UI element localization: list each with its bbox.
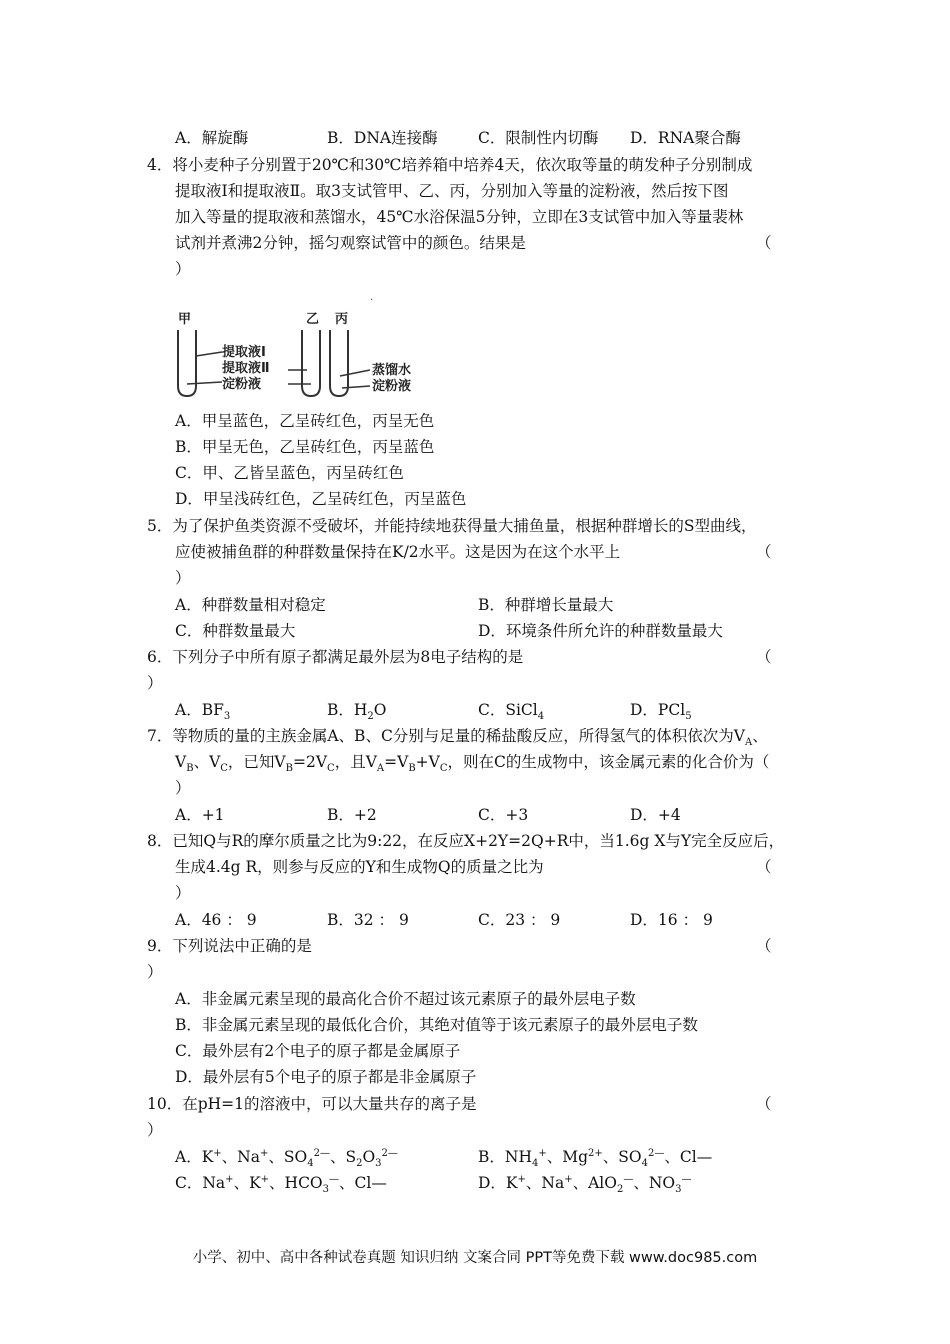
q4-option-c: C．甲、乙皆呈蓝色，丙呈砖红色 <box>175 464 404 482</box>
q7-option-c: C．+3 <box>478 806 529 824</box>
tube-label-jia: 甲 <box>178 312 192 327</box>
tube-label-yi: 乙 <box>306 312 320 327</box>
q5-line-1: 5．为了保护鱼类资源不受破坏，并能持续地获得量大捕鱼量，根据种群增长的S型曲线， <box>147 517 757 535</box>
q4-option-a: A．甲呈蓝色，乙呈砖红色，丙呈无色 <box>175 412 435 430</box>
q10-line: 10．在pH=1的溶液中，可以大量共存的离子是 <box>147 1095 477 1113</box>
q5-option-b: B．种群增长量最大 <box>478 596 614 614</box>
test-tube-figure <box>170 296 430 406</box>
q3-option-c: C．限制性内切酶 <box>478 129 599 147</box>
q8-option-d: D．16 ： 9 <box>630 911 713 929</box>
label-extract-2: 提取液Ⅱ <box>222 361 270 376</box>
tube-jia <box>178 330 196 396</box>
q5-line-2: 应使被捕鱼群的种群数量保持在K/2水平。这是因为在这个水平上 <box>175 543 621 561</box>
q3-option-a: A．解旋酶 <box>175 129 249 147</box>
q8-paren-close: ） <box>175 884 191 902</box>
q10-option-b: B．$NH_4^+$、$Mg^{2+}$、$SO_4^{2—}$、Cl— <box>478 1147 713 1170</box>
q9-option-c: C．最外层有2个电子的原子都是金属原子 <box>175 1042 461 1060</box>
q5-option-a: A．种群数量相对稳定 <box>175 596 326 614</box>
q5-paren-open: （ <box>756 543 772 561</box>
q10-option-a: A．K+、Na+、$SO_4^{2—}$、$S_2O_3^{2—}$ <box>175 1147 398 1170</box>
q7-paren-close: ） <box>175 779 191 797</box>
q4-line-4: 试剂并煮沸2分钟，摇匀观察试管中的颜色。结果是 <box>175 234 526 252</box>
q4-line-2: 提取液Ⅰ和提取液Ⅱ。取3支试管甲、乙、丙，分别加入等量的淀粉液，然后按下图 <box>175 182 729 200</box>
figure-dot: · <box>370 296 374 306</box>
q6-option-d: D．PCl$_5$ <box>630 701 692 723</box>
q3-option-d: D．RNA聚合酶 <box>630 129 741 147</box>
q6-paren-close: ） <box>147 674 163 692</box>
page-footer: 小学、初中、高中各种试卷真题 知识归纳 文案合同 PPT等免费下载 www.doc985.com <box>192 1250 758 1266</box>
q8-paren-open: （ <box>756 858 772 876</box>
q5-paren-close: ） <box>175 569 191 587</box>
q10-option-d: D．K+、Na+、AlO$_2$—、$NO_3^—$ <box>478 1173 692 1196</box>
q9-paren-open: （ <box>756 937 772 955</box>
tube-label-bing: 丙 <box>335 312 349 327</box>
q9-option-b: B．非金属元素呈现的最低化合价，其绝对值等于该元素原子的最外层电子数 <box>175 1016 698 1034</box>
q4-option-b: B．甲呈无色，乙呈砖红色，丙呈蓝色 <box>175 438 435 456</box>
q4-line-3: 加入等量的提取液和蒸馏水，45℃水浴保温5分钟，立即在3支试管中加入等量裴林 <box>175 208 744 226</box>
q5-option-c: C．种群数量最大 <box>175 622 296 640</box>
q8-option-a: A．46 ： 9 <box>175 911 257 929</box>
q9-option-a: A．非金属元素呈现的最高化合价不超过该元素原子的最外层电子数 <box>175 990 636 1008</box>
q7-option-d: D．+4 <box>630 806 681 824</box>
q8-line-1: 8．已知Q与R的摩尔质量之比为9:22，在反应X+2Y=2Q+R中，当1.6g X与Y完全反应后， <box>147 832 785 850</box>
q8-line-2: 生成4.4g R，则参与反应的Y和生成物Q的质量之比为 <box>175 858 544 876</box>
label-starch-right: 淀粉液 <box>372 379 412 394</box>
q9-option-d: D．最外层有5个电子的原子都是非金属原子 <box>175 1068 477 1086</box>
tube-yi <box>302 330 320 396</box>
q9-line: 9．下列说法中正确的是 <box>147 937 312 955</box>
q7-line-1: 7．等物质的量的主族金属A、B、C分别与足量的稀盐酸反应，所得氢气的体积依次为$V_A$、 <box>147 727 768 749</box>
label-extract-1: 提取液Ⅰ <box>222 345 266 360</box>
q4-paren-open: （ <box>756 234 772 252</box>
q8-option-b: B．32 ： 9 <box>327 911 409 929</box>
q3-option-b: B．DNA连接酶 <box>327 129 438 147</box>
q6-option-c: C．SiCl$_4$ <box>478 701 545 723</box>
q6-paren-open: （ <box>756 648 772 666</box>
q8-option-c: C．23 ： 9 <box>478 911 561 929</box>
q5-option-d: D．环境条件所允许的种群数量最大 <box>478 622 723 640</box>
q10-paren-open: （ <box>756 1095 772 1113</box>
q6-option-a: A．$BF_3$ <box>175 701 231 723</box>
q9-paren-close: ） <box>147 963 163 981</box>
tube-bing <box>330 330 348 396</box>
q10-option-c: C．Na+、K+、$HCO_3^—$、Cl— <box>175 1173 387 1196</box>
q7-line-2: $V_B$、$V_C$，已知$V_B=2V_C$，且$V_A=V_B+V_C$，则在C的生成物中，该金属元素的化合价为（ <box>175 753 770 775</box>
q6-line: 6．下列分子中所有原子都满足最外层为8电子结构的是 <box>147 648 524 666</box>
q4-line-1: 4．将小麦种子分别置于20℃和30℃培养箱中培养4天，依次取等量的萌发种子分别制成 <box>147 156 753 174</box>
q7-option-a: A．+1 <box>175 806 225 824</box>
q6-option-b: B．$H_2O$ <box>327 701 387 723</box>
label-starch-left: 淀粉液 <box>222 377 262 392</box>
q4-paren-close: ） <box>175 260 191 278</box>
q10-paren-close: ） <box>147 1121 163 1139</box>
q7-option-b: B．+2 <box>327 806 377 824</box>
label-water: 蒸馏水 <box>372 363 412 378</box>
q4-option-d: D．甲呈浅砖红色，乙呈砖红色，丙呈蓝色 <box>175 490 467 508</box>
